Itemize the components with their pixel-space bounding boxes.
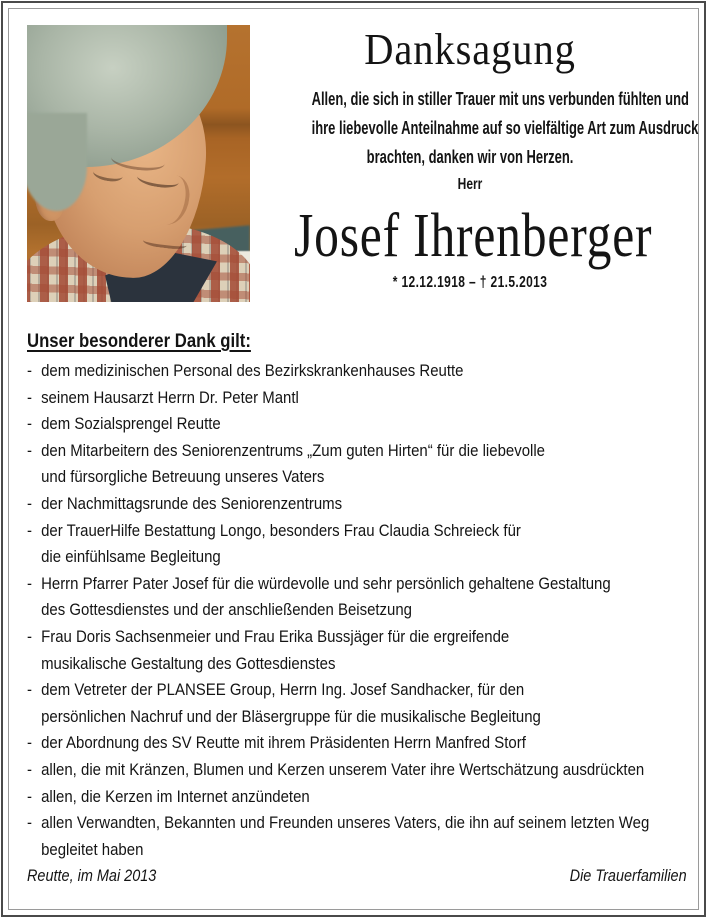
thanks-line xyxy=(27,385,689,412)
thanks-line xyxy=(27,651,689,678)
portrait-photo xyxy=(27,25,250,302)
list-dash: - xyxy=(27,759,32,779)
intro-line: ihre liebevolle Anteilnahme auf so vielfältige Art zum Ausdruck xyxy=(311,118,699,138)
list-dash: - xyxy=(27,680,32,700)
thanks-line xyxy=(27,837,689,864)
list-dash: - xyxy=(27,786,32,806)
photo-hair-temple xyxy=(27,113,87,211)
intro-line: brachten, danken wir von Herzen. xyxy=(366,147,574,167)
list-dash: - xyxy=(27,493,32,513)
thanks-line xyxy=(27,597,689,624)
thanks-line xyxy=(27,544,689,571)
header-column xyxy=(250,25,699,310)
thanks-line xyxy=(27,411,689,438)
thanks-line xyxy=(27,358,689,385)
thanks-line-text: des Gottesdienstes und der anschließenden Beisetzung xyxy=(41,600,412,620)
thanks-line xyxy=(27,704,689,731)
list-dash: - xyxy=(27,573,32,593)
thanks-line xyxy=(27,624,689,651)
intro-line: Allen, die sich in stiller Trauer mit uns verbunden fühlten und xyxy=(311,89,689,109)
thanks-line xyxy=(27,677,689,704)
thanks-line xyxy=(27,784,689,811)
thanks-line-text: dem Sozialsprengel Reutte xyxy=(41,414,221,434)
list-dash: - xyxy=(27,626,32,646)
thanks-line-text: begleitet haben xyxy=(41,839,144,859)
thanks-line-text: der Abordnung des SV Reutte mit ihrem Präsidenten Herrn Manfred Storf xyxy=(41,733,526,753)
thanks-line-text: allen, die mit Kränzen, Blumen und Kerzen unserem Vater ihre Wertschätzung ausdrückten xyxy=(41,759,645,779)
thanks-line-text: dem Vetreter der PLANSEE Group, Herrn Ing. Josef Sandhacker, für den xyxy=(41,680,525,700)
thanks-line xyxy=(27,518,689,545)
thanks-heading: Unser besonderer Dank gilt: xyxy=(27,331,251,352)
list-dash: - xyxy=(27,520,32,540)
list-dash: - xyxy=(27,733,32,753)
thanks-line-text: den Mitarbeitern des Seniorenzentrums „Zum guten Hirten“ für die liebevolle xyxy=(41,440,545,460)
footer-signature: Die Trauerfamilien xyxy=(570,866,687,885)
intro-paragraph xyxy=(311,85,699,172)
life-dates: * 12.12.1918 – † 21.5.2013 xyxy=(392,274,548,291)
thanks-line-text: persönlichen Nachruf und der Bläsergruppe für die musikalische Begleitung xyxy=(41,706,541,726)
thanks-line xyxy=(27,491,689,518)
list-dash: - xyxy=(27,813,32,833)
thanks-line xyxy=(27,438,689,465)
thanks-line xyxy=(27,464,689,491)
thanks-line-text: dem medizinischen Personal des Bezirkskrankenhauses Reutte xyxy=(41,361,464,380)
salutation: Herr xyxy=(457,176,483,193)
list-dash: - xyxy=(27,361,32,380)
thanks-line xyxy=(27,757,689,784)
footer-place-date: Reutte, im Mai 2013 xyxy=(27,866,157,885)
list-dash: - xyxy=(27,440,32,460)
thanks-line-text: Frau Doris Sachsenmeier und Frau Erika Bussjäger für die ergreifende xyxy=(41,626,510,646)
thanks-section xyxy=(27,329,689,863)
deceased-name: Josef Ihrenberger xyxy=(294,202,653,270)
thanks-line xyxy=(27,810,689,837)
thanks-line-text: der TrauerHilfe Bestattung Longo, besonders Frau Claudia Schreieck für xyxy=(41,520,521,540)
thanks-line-text: die einfühlsame Begleitung xyxy=(41,547,221,567)
list-dash: - xyxy=(27,414,32,434)
thanks-line-text: und fürsorgliche Betreuung unseres Vaters xyxy=(41,467,325,487)
thanks-line-text: Herrn Pfarrer Pater Josef für die würdevolle und sehr persönlich gehaltene Gestaltung xyxy=(41,573,611,593)
thanks-line-text: der Nachmittagsrunde des Seniorenzentrums xyxy=(41,493,343,513)
thanks-line-text: seinem Hausarzt Herrn Dr. Peter Mantl xyxy=(41,387,299,407)
thanks-line xyxy=(27,571,689,598)
thanks-line-text: musikalische Gestaltung des Gottesdienstes xyxy=(41,653,336,673)
page-title: Danksagung xyxy=(364,25,576,74)
thanks-line-text: allen, die Kerzen im Internet anzündeten xyxy=(41,786,310,806)
list-dash: - xyxy=(27,387,32,407)
thanks-line xyxy=(27,730,689,757)
thanks-line-text: allen Verwandten, Bekannten und Freunden unseres Vaters, die ihn auf seinem letzten Weg xyxy=(41,813,650,833)
